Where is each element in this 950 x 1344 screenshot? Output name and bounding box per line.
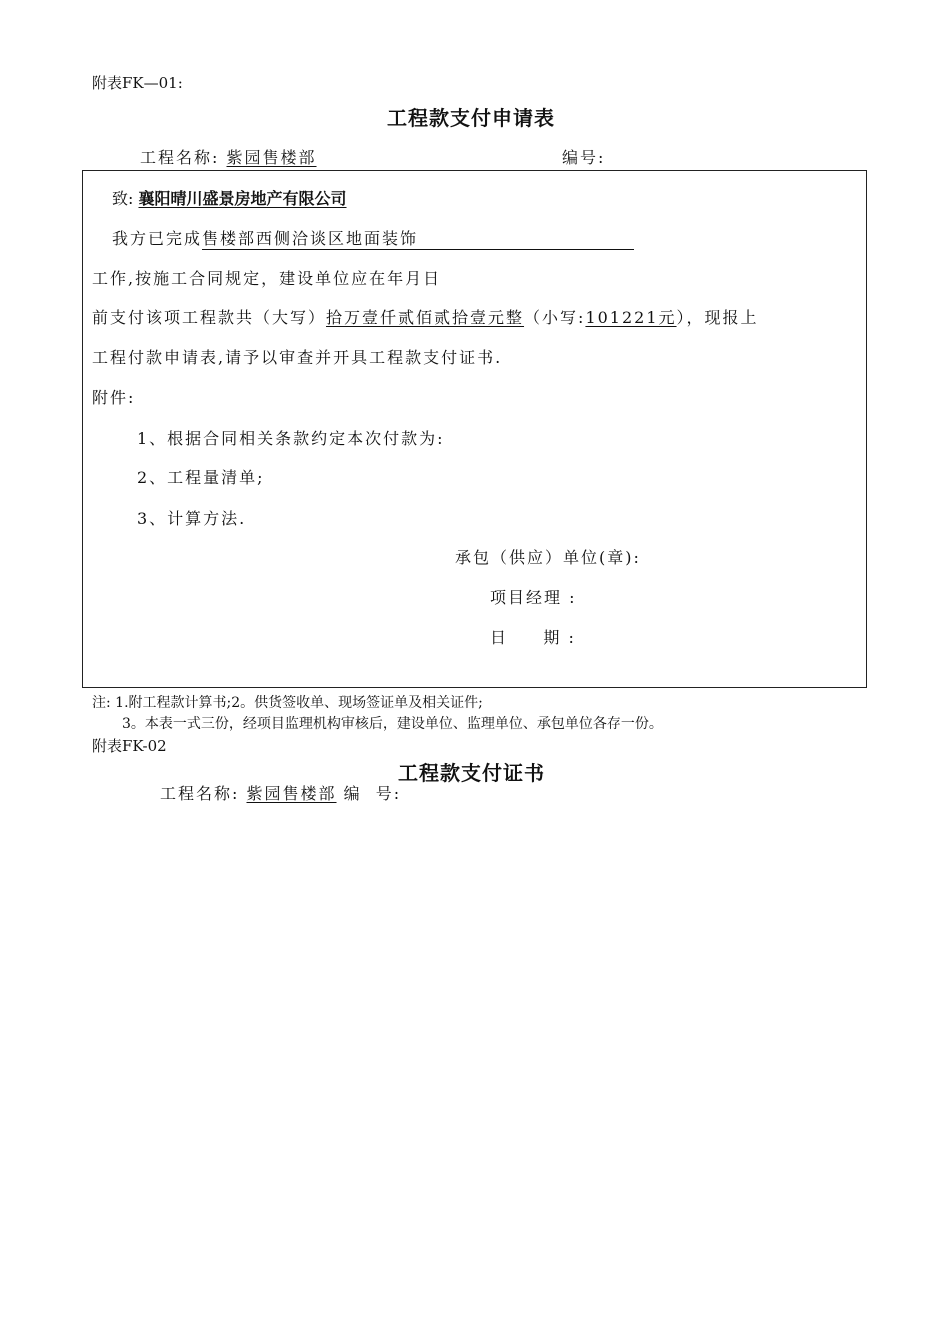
project-name-label: 工程名称: [140,148,220,167]
page-title-payment-application: 工程款支付申请表 [387,106,555,130]
amount-row [92,305,759,328]
number-label: 编号: [562,148,606,167]
amount-mid: （小写: [524,308,586,327]
addressee-row [112,186,347,209]
fk02-number-label: 编 号: [343,784,402,803]
request-line: 工程付款申请表,请予以审查并开具工程款支付证书. [92,348,503,367]
project-name-row [140,145,317,168]
attachment-item: 2、工程量清单; [137,468,265,487]
attachment-item: 3、计算方法. [137,509,247,528]
completed-work-value: 售楼部西侧洽谈区地面装饰 [202,226,634,250]
fk02-project-name-label: 工程名称: [160,784,240,803]
project-manager-label: 项目经理 : [490,588,577,607]
contract-terms-line: 工作,按施工合同规定，建设单位应在年月日 [92,269,442,288]
attachments-label: 附件: [92,388,136,407]
date-label: 日 期 : [490,628,576,647]
form-code-fk01: 附表FK—01: [92,74,183,92]
addressee-value: 襄阳晴川盛景房地产有限公司 [138,189,347,208]
amount-lower-value: 101221元 [585,308,677,327]
note-line-2: 3。本表一式三份，经项目监理机构审核后，建设单位、监理单位、承包单位各存一份。 [122,716,663,732]
form-code-fk02: 附表FK-02 [92,737,167,755]
completed-work-row [112,226,634,250]
addressee-label: 致: [112,189,134,208]
fk02-project-name-value: 紫园售楼部 [246,784,337,803]
contractor-seal-label: 承包（供应）单位(章): [455,548,641,567]
amount-suffix: ），现报上 [676,308,759,327]
fk02-project-name-row [160,781,401,804]
note-line-1: 注: 1.附工程款计算书;2。供货签收单、现场签证单及相关证件; [92,695,483,711]
amount-prefix: 前支付该项工程款共（大写） [92,308,327,327]
page-title-payment-certificate: 工程款支付证书 [398,761,545,785]
amount-upper-value: 拾万壹仟贰佰贰拾壹元整 [326,308,525,327]
attachment-item: 1、根据合同相关条款约定本次付款为: [137,429,445,448]
project-name-value: 紫园售楼部 [226,148,317,167]
completed-work-prefix: 我方已完成 [112,229,203,248]
